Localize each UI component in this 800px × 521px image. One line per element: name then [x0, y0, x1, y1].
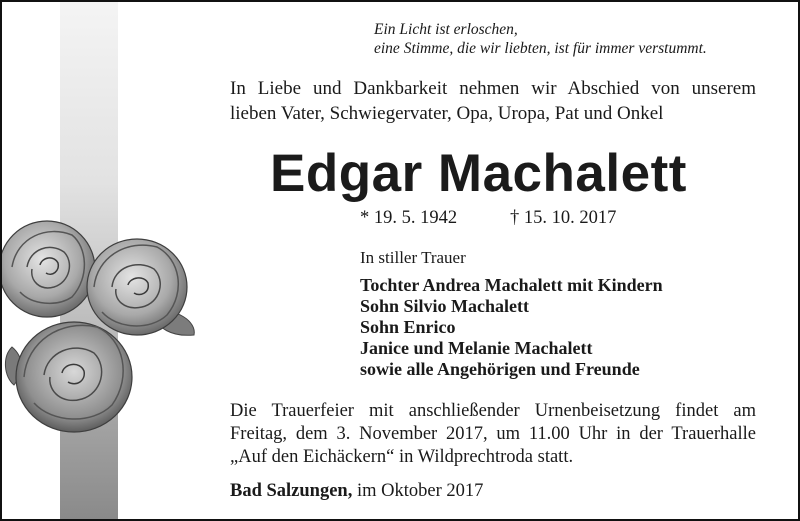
intro-line: lieben Vater, Schwiegervater, Opa, Uropa, Pat und Onkel [230, 103, 664, 124]
mourner-entry: Tochter Andrea Machalett mit Kindern [360, 275, 663, 295]
funeral-line: Freitag, dem 3. November 2017, um 11.00 Uhr in der Trauerhalle [230, 424, 756, 444]
notice-date: im Oktober 2017 [356, 481, 484, 501]
mourners-list [360, 275, 760, 380]
funeral-notice [230, 400, 756, 469]
mourner-entry: Sohn Enrico [360, 317, 456, 337]
mourner-entry: Janice und Melanie Machalett [360, 338, 593, 358]
mourner-entry: sowie alle Angehörigen und Freunde [360, 359, 640, 379]
roses-icon [2, 207, 202, 447]
quote-line: eine Stimme, die wir liebten, ist für immer verstummt. [374, 40, 707, 57]
life-dates [360, 206, 617, 230]
deceased-name: Edgar Machalett [270, 144, 687, 203]
mourner-entry: Sohn Silvio Machalett [360, 296, 530, 316]
place-and-date [230, 479, 483, 503]
birth-date: * 19. 5. 1942 [360, 208, 458, 228]
funeral-line: „Auf den Eichäckern“ in Wildprechtroda statt. [230, 447, 574, 467]
funeral-line: Die Trauerfeier mit anschließender Urnenbeisetzung findet am [230, 401, 756, 421]
intro-line: In Liebe und Dankbarkeit nehmen wir Abschied von unserem [230, 78, 756, 99]
place-name: Bad Salzungen, [230, 481, 353, 501]
mourning-heading: In stiller Trauer [360, 248, 466, 267]
quote-line: Ein Licht ist erloschen, [374, 21, 518, 38]
farewell-intro [230, 76, 756, 126]
death-date: † 15. 10. 2017 [510, 208, 617, 228]
memorial-quote [374, 20, 774, 58]
